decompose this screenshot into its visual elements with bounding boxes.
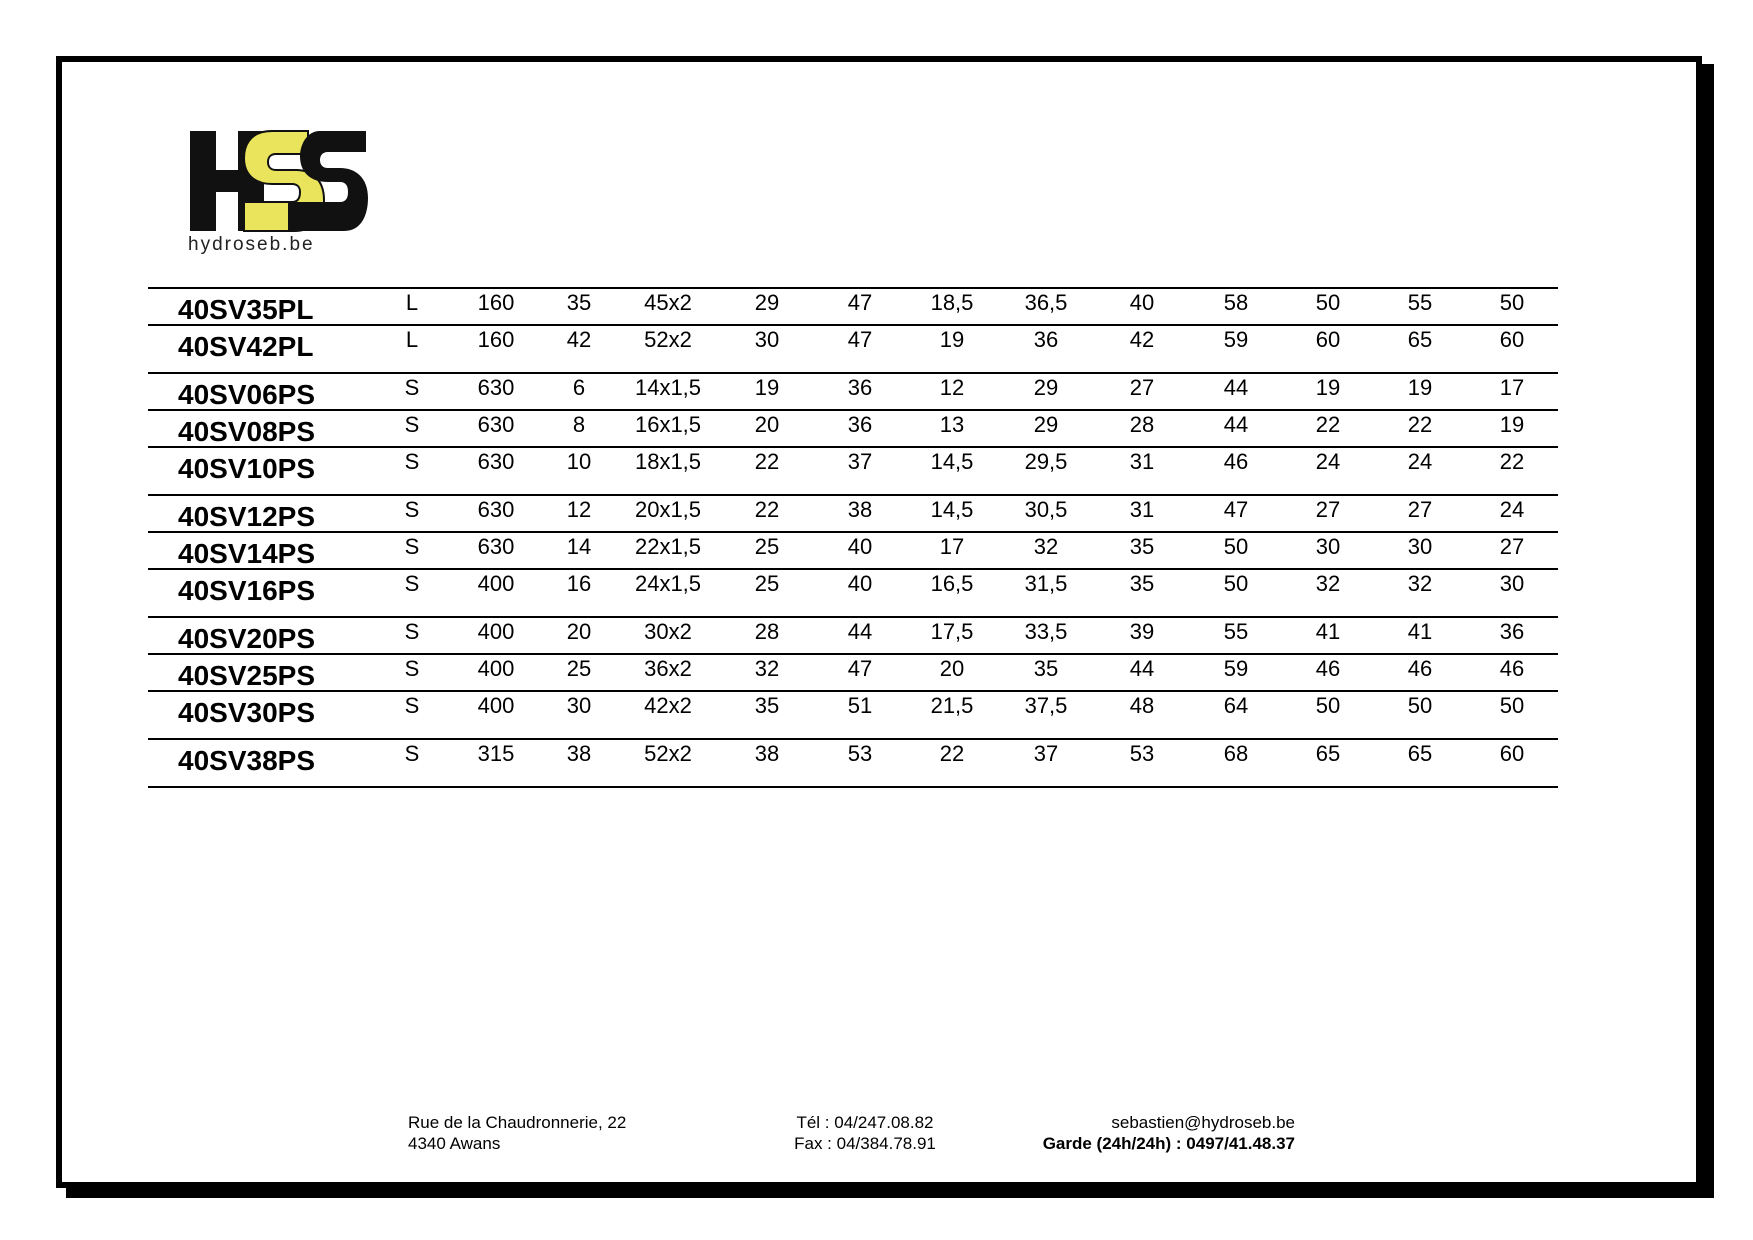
value-cell: 27 xyxy=(1094,373,1190,410)
value-cell: 22 xyxy=(1374,410,1466,447)
footer-contact xyxy=(1000,1112,1295,1154)
value-cell: 630 xyxy=(450,410,542,447)
value-cell: 30 xyxy=(1282,532,1374,569)
value-cell: 42x2 xyxy=(616,691,720,739)
value-cell: 21,5 xyxy=(906,691,998,739)
value-cell: 38 xyxy=(720,739,814,787)
value-cell: 30 xyxy=(1466,569,1558,617)
table-row xyxy=(148,410,1558,447)
value-cell: 39 xyxy=(1094,617,1190,654)
value-cell: 28 xyxy=(720,617,814,654)
value-cell: 22 xyxy=(906,739,998,787)
footer-phone xyxy=(760,1112,970,1154)
value-cell: 36 xyxy=(814,410,906,447)
value-cell: 51 xyxy=(814,691,906,739)
value-cell: 30 xyxy=(720,325,814,373)
value-cell: 14,5 xyxy=(906,495,998,532)
value-cell: 27 xyxy=(1466,532,1558,569)
address-line1: Rue de la Chaudronnerie, 22 xyxy=(408,1113,627,1132)
value-cell: 36x2 xyxy=(616,654,720,691)
model-cell: 40SV38PS xyxy=(148,739,374,787)
value-cell: 65 xyxy=(1374,739,1466,787)
value-cell: 40 xyxy=(814,569,906,617)
model-cell: 40SV12PS xyxy=(148,495,374,532)
garde-text: Garde (24h/24h) : 0497/41.48.37 xyxy=(1042,1134,1295,1153)
value-cell: 22 xyxy=(720,495,814,532)
value-cell: 32 xyxy=(998,532,1094,569)
value-cell: 16,5 xyxy=(906,569,998,617)
table-row xyxy=(148,373,1558,410)
model-cell: 40SV25PS xyxy=(148,654,374,691)
value-cell: 40 xyxy=(814,532,906,569)
value-cell: S xyxy=(374,654,450,691)
table-row xyxy=(148,691,1558,739)
spec-table xyxy=(148,287,1558,788)
value-cell: 46 xyxy=(1282,654,1374,691)
fax-text: Fax : 04/384.78.91 xyxy=(794,1134,936,1153)
value-cell: 47 xyxy=(1190,495,1282,532)
value-cell: 19 xyxy=(1374,373,1466,410)
value-cell: 31 xyxy=(1094,495,1190,532)
value-cell: S xyxy=(374,373,450,410)
value-cell: 630 xyxy=(450,532,542,569)
value-cell: 36 xyxy=(1466,617,1558,654)
address-line2: 4340 Awans xyxy=(408,1134,501,1153)
value-cell: 35 xyxy=(720,691,814,739)
table-row xyxy=(148,447,1558,495)
logo-text: hydroseb.be xyxy=(188,234,315,255)
table-row xyxy=(148,617,1558,654)
value-cell: 27 xyxy=(1282,495,1374,532)
value-cell: 29 xyxy=(998,410,1094,447)
value-cell: 35 xyxy=(1094,532,1190,569)
value-cell: 30x2 xyxy=(616,617,720,654)
table-row xyxy=(148,739,1558,787)
value-cell: S xyxy=(374,410,450,447)
value-cell: 14,5 xyxy=(906,447,998,495)
value-cell: 37 xyxy=(814,447,906,495)
value-cell: S xyxy=(374,691,450,739)
value-cell: 14 xyxy=(542,532,616,569)
value-cell: 42 xyxy=(1094,325,1190,373)
value-cell: 8 xyxy=(542,410,616,447)
email-text[interactable]: sebastien@hydroseb.be xyxy=(1111,1113,1295,1132)
hydroseb-logo xyxy=(188,128,378,258)
value-cell: S xyxy=(374,495,450,532)
value-cell: 48 xyxy=(1094,691,1190,739)
value-cell: S xyxy=(374,532,450,569)
value-cell: 25 xyxy=(720,532,814,569)
value-cell: 32 xyxy=(1282,569,1374,617)
value-cell: 30 xyxy=(1374,532,1466,569)
value-cell: 12 xyxy=(906,373,998,410)
value-cell: 24 xyxy=(1282,447,1374,495)
model-cell: 40SV14PS xyxy=(148,532,374,569)
value-cell: 16x1,5 xyxy=(616,410,720,447)
value-cell: 64 xyxy=(1190,691,1282,739)
value-cell: 44 xyxy=(1190,410,1282,447)
value-cell: 44 xyxy=(1094,654,1190,691)
value-cell: 59 xyxy=(1190,325,1282,373)
value-cell: 47 xyxy=(814,325,906,373)
value-cell: S xyxy=(374,569,450,617)
value-cell: 12 xyxy=(542,495,616,532)
value-cell: 50 xyxy=(1190,569,1282,617)
value-cell: 52x2 xyxy=(616,325,720,373)
model-cell: 40SV06PS xyxy=(148,373,374,410)
value-cell: 37 xyxy=(998,739,1094,787)
value-cell: 25 xyxy=(542,654,616,691)
value-cell: 29 xyxy=(720,288,814,325)
value-cell: 65 xyxy=(1374,325,1466,373)
value-cell: 17 xyxy=(1466,373,1558,410)
value-cell: 17,5 xyxy=(906,617,998,654)
value-cell: 630 xyxy=(450,495,542,532)
table-row xyxy=(148,325,1558,373)
value-cell: 68 xyxy=(1190,739,1282,787)
value-cell: 35 xyxy=(542,288,616,325)
value-cell: 16 xyxy=(542,569,616,617)
table-row xyxy=(148,532,1558,569)
value-cell: S xyxy=(374,617,450,654)
value-cell: 400 xyxy=(450,691,542,739)
value-cell: 36 xyxy=(814,373,906,410)
value-cell: 38 xyxy=(542,739,616,787)
value-cell: 20 xyxy=(906,654,998,691)
value-cell: 630 xyxy=(450,373,542,410)
value-cell: 52x2 xyxy=(616,739,720,787)
value-cell: 50 xyxy=(1466,288,1558,325)
value-cell: 35 xyxy=(1094,569,1190,617)
value-cell: 65 xyxy=(1282,739,1374,787)
value-cell: 10 xyxy=(542,447,616,495)
footer-address xyxy=(408,1112,708,1154)
value-cell: 400 xyxy=(450,654,542,691)
value-cell: 50 xyxy=(1282,288,1374,325)
model-cell: 40SV16PS xyxy=(148,569,374,617)
value-cell: 35 xyxy=(998,654,1094,691)
model-cell: 40SV42PL xyxy=(148,325,374,373)
tel-text: Tél : 04/247.08.82 xyxy=(796,1113,934,1132)
value-cell: 50 xyxy=(1190,532,1282,569)
value-cell: 22 xyxy=(720,447,814,495)
value-cell: 22 xyxy=(1466,447,1558,495)
value-cell: 18,5 xyxy=(906,288,998,325)
value-cell: 630 xyxy=(450,447,542,495)
value-cell: 36,5 xyxy=(998,288,1094,325)
value-cell: 41 xyxy=(1282,617,1374,654)
value-cell: 315 xyxy=(450,739,542,787)
value-cell: 19 xyxy=(720,373,814,410)
value-cell: 42 xyxy=(542,325,616,373)
value-cell: S xyxy=(374,739,450,787)
value-cell: 29 xyxy=(998,373,1094,410)
table-row xyxy=(148,495,1558,532)
value-cell: 19 xyxy=(906,325,998,373)
value-cell: 60 xyxy=(1466,325,1558,373)
model-cell: 40SV10PS xyxy=(148,447,374,495)
value-cell: 19 xyxy=(1466,410,1558,447)
value-cell: 44 xyxy=(1190,373,1282,410)
value-cell: 24x1,5 xyxy=(616,569,720,617)
value-cell: 30 xyxy=(542,691,616,739)
value-cell: 24 xyxy=(1466,495,1558,532)
table-row xyxy=(148,288,1558,325)
value-cell: 50 xyxy=(1374,691,1466,739)
value-cell: 50 xyxy=(1466,691,1558,739)
value-cell: 58 xyxy=(1190,288,1282,325)
value-cell: 19 xyxy=(1282,373,1374,410)
value-cell: 46 xyxy=(1374,654,1466,691)
table-row xyxy=(148,654,1558,691)
value-cell: 38 xyxy=(814,495,906,532)
value-cell: 18x1,5 xyxy=(616,447,720,495)
value-cell: 30,5 xyxy=(998,495,1094,532)
value-cell: 20 xyxy=(542,617,616,654)
value-cell: 28 xyxy=(1094,410,1190,447)
model-cell: 40SV35PL xyxy=(148,288,374,325)
value-cell: 31 xyxy=(1094,447,1190,495)
value-cell: 46 xyxy=(1466,654,1558,691)
value-cell: 60 xyxy=(1466,739,1558,787)
value-cell: 53 xyxy=(1094,739,1190,787)
value-cell: 160 xyxy=(450,325,542,373)
value-cell: 17 xyxy=(906,532,998,569)
value-cell: 160 xyxy=(450,288,542,325)
value-cell: 55 xyxy=(1190,617,1282,654)
table-row xyxy=(148,569,1558,617)
value-cell: 6 xyxy=(542,373,616,410)
model-cell: 40SV08PS xyxy=(148,410,374,447)
value-cell: 45x2 xyxy=(616,288,720,325)
value-cell: 22 xyxy=(1282,410,1374,447)
value-cell: 14x1,5 xyxy=(616,373,720,410)
value-cell: 20x1,5 xyxy=(616,495,720,532)
value-cell: 47 xyxy=(814,654,906,691)
value-cell: 50 xyxy=(1282,691,1374,739)
hs-logo-icon xyxy=(188,128,368,233)
value-cell: 44 xyxy=(814,617,906,654)
value-cell: 31,5 xyxy=(998,569,1094,617)
value-cell: 400 xyxy=(450,569,542,617)
model-cell: 40SV20PS xyxy=(148,617,374,654)
value-cell: 53 xyxy=(814,739,906,787)
value-cell: 46 xyxy=(1190,447,1282,495)
value-cell: 13 xyxy=(906,410,998,447)
value-cell: 20 xyxy=(720,410,814,447)
value-cell: 32 xyxy=(720,654,814,691)
value-cell: 25 xyxy=(720,569,814,617)
value-cell: 22x1,5 xyxy=(616,532,720,569)
value-cell: L xyxy=(374,288,450,325)
model-cell: 40SV30PS xyxy=(148,691,374,739)
value-cell: 33,5 xyxy=(998,617,1094,654)
value-cell: S xyxy=(374,447,450,495)
value-cell: 27 xyxy=(1374,495,1466,532)
value-cell: 400 xyxy=(450,617,542,654)
value-cell: 32 xyxy=(1374,569,1466,617)
value-cell: 55 xyxy=(1374,288,1466,325)
value-cell: 41 xyxy=(1374,617,1466,654)
value-cell: 29,5 xyxy=(998,447,1094,495)
value-cell: 40 xyxy=(1094,288,1190,325)
value-cell: 59 xyxy=(1190,654,1282,691)
value-cell: L xyxy=(374,325,450,373)
value-cell: 36 xyxy=(998,325,1094,373)
value-cell: 37,5 xyxy=(998,691,1094,739)
value-cell: 47 xyxy=(814,288,906,325)
value-cell: 24 xyxy=(1374,447,1466,495)
value-cell: 60 xyxy=(1282,325,1374,373)
